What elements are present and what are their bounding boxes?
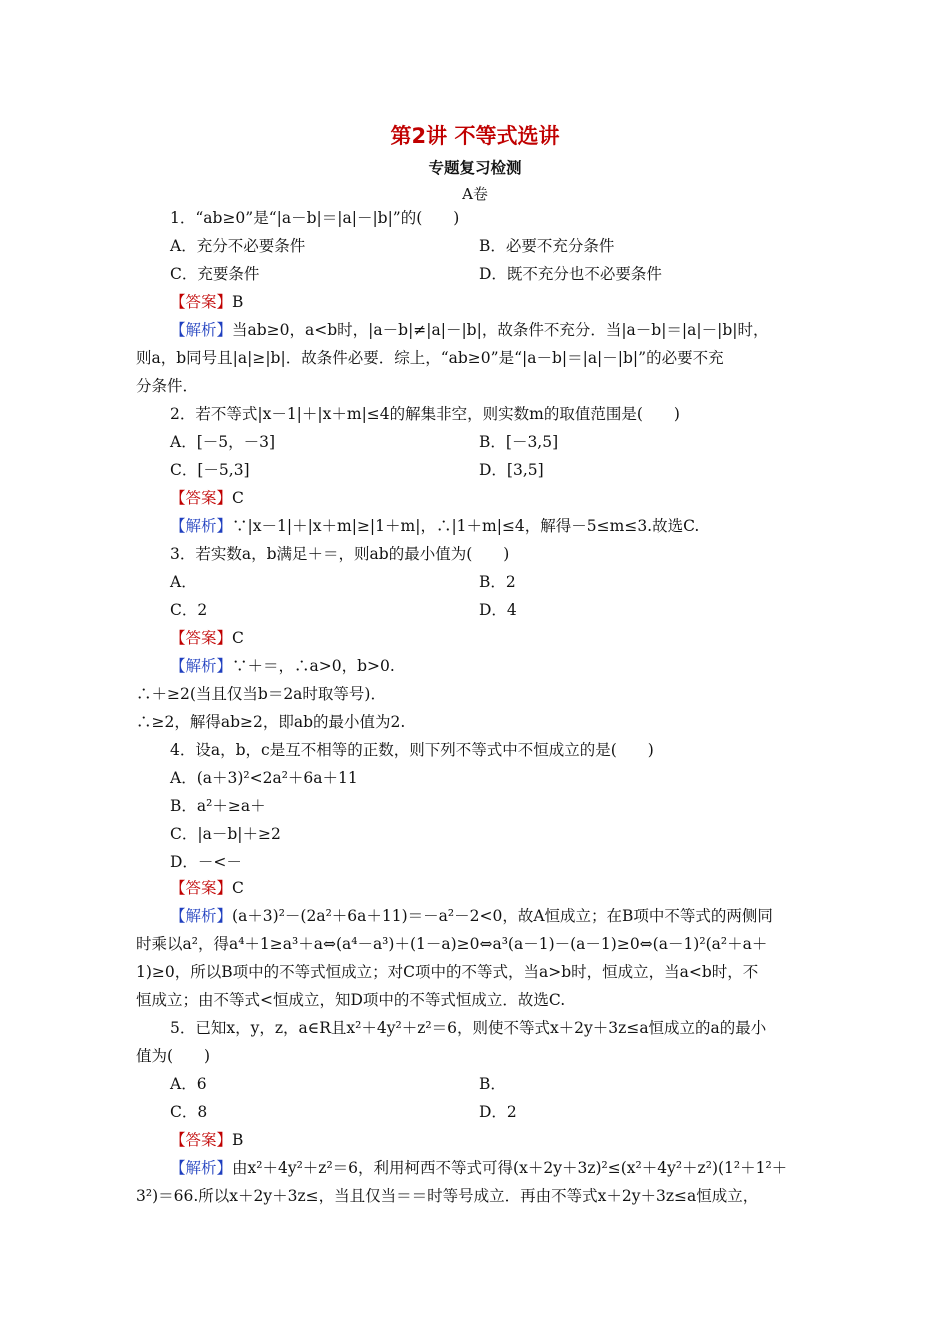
- q2-option-c: C．[－5,3]: [170, 461, 250, 479]
- q3-explanation-line-2: ∴＋≥2(当且仅当b＝2a时取等号)．: [136, 685, 386, 703]
- q3-option-b: B．2: [479, 573, 516, 591]
- answer-value: C: [232, 489, 244, 507]
- q3-explanation-line-3: ∴≥2，解得ab≥2，即ab的最小值为2.: [136, 713, 406, 731]
- q3-option-d: D．4: [479, 601, 517, 619]
- q2-stem: 2．若不等式|x－1|＋|x＋m|≤4的解集非空，则实数m的取值范围是( ): [170, 405, 680, 423]
- explain-text: ∵|x－1|＋|x＋m|≥|1＋m|，∴|1＋m|≤4，解得－5≤m≤3.故选C.: [232, 517, 700, 535]
- explain-label: 【解析】: [170, 657, 233, 675]
- q4-explanation-line-1: [170, 904, 773, 926]
- explain-text: 当ab≥0，a<b时，|a－b|≠|a|－|b|，故条件不充分．当|a－b|＝|a|－|b|时，: [232, 321, 769, 339]
- q2-explanation-line-1: [170, 514, 699, 536]
- q1-option-c: C．充要条件: [170, 265, 260, 283]
- q1-option-a: A．充分不必要条件: [170, 237, 306, 255]
- q5-stem-line-1: 5．已知x，y，z，a∈R且x²＋4y²＋z²＝6，则使不等式x＋2y＋3z≤a恒成立的a的最小: [170, 1019, 767, 1037]
- explain-label: 【解析】: [170, 517, 233, 535]
- answer-label: 【答案】: [170, 293, 233, 311]
- q4-option-c: C．|a－b|＋≥2: [170, 825, 281, 843]
- q3-explanation-line-1: [170, 654, 395, 676]
- q5-explanation-line-1: [170, 1156, 787, 1178]
- q4-answer: [170, 876, 244, 898]
- q5-option-d: D．2: [479, 1103, 517, 1121]
- q3-option-a: A．: [170, 573, 197, 591]
- answer-label: 【答案】: [170, 489, 233, 507]
- q4-explanation-line-2: 时乘以a²，得a⁴＋1≥a³＋a⇔(a⁴－a³)＋(1－a)≥0⇔a³(a－1)－(a－1)≥0⇔(a－1)²(a²＋a＋: [136, 935, 768, 953]
- q3-answer: [170, 626, 244, 648]
- q1-explanation-line-3: 分条件．: [136, 377, 199, 395]
- volume-label: A卷: [462, 185, 488, 203]
- page-title: 第2讲 不等式选讲: [390, 124, 560, 148]
- q1-explanation-line-2: 则a，b同号且|a|≥|b|．故条件必要．综上，“ab≥0”是“|a－b|＝|a|－|b|”的必要不充: [136, 349, 724, 367]
- q5-option-c: C．8: [170, 1103, 208, 1121]
- answer-value: B: [232, 293, 244, 311]
- q4-stem: 4．设a，b，c是互不相等的正数，则下列不等式中不恒成立的是( ): [170, 741, 654, 759]
- q2-option-d: D．[3,5]: [479, 461, 544, 479]
- q1-stem: 1．“ab≥0”是“|a－b|＝|a|－|b|”的( ): [170, 209, 460, 227]
- answer-value: C: [232, 879, 244, 897]
- explain-label: 【解析】: [170, 321, 233, 339]
- q1-option-b: B．必要不充分条件: [479, 237, 615, 255]
- answer-value: B: [232, 1131, 244, 1149]
- q5-answer: [170, 1128, 243, 1150]
- q2-option-b: B．[－3,5]: [479, 433, 559, 451]
- q4-explanation-line-4: 恒成立；由不等式<恒成立，知D项中的不等式恒成立．故选C.: [136, 991, 566, 1009]
- q5-option-a: A．6: [170, 1075, 207, 1093]
- q5-stem-line-2: 值为( ): [136, 1047, 211, 1065]
- answer-label: 【答案】: [170, 1131, 233, 1149]
- q4-explanation-line-3: 1)≥0，所以B项中的不等式恒成立；对C项中的不等式，当a>b时，恒成立，当a<b时，不: [136, 963, 759, 981]
- q1-answer: [170, 290, 243, 312]
- explain-label: 【解析】: [170, 1159, 233, 1177]
- page-subtitle: 专题复习检测: [428, 159, 522, 177]
- q5-option-b: B．: [479, 1075, 506, 1093]
- explain-text: ∵＋＝，∴a>0，b>0.: [232, 657, 395, 675]
- explain-text: (a＋3)²－(2a²＋6a＋11)＝－a²－2<0，故A恒成立；在B项中不等式的两侧同: [232, 907, 773, 925]
- q4-option-a: A．(a＋3)²<2a²＋6a＋11: [170, 769, 358, 787]
- explain-label: 【解析】: [170, 907, 233, 925]
- q2-answer: [170, 486, 244, 508]
- q4-option-b: B．a²＋≥a＋: [170, 797, 266, 815]
- q1-option-d: D．既不充分也不必要条件: [479, 265, 662, 283]
- q3-stem: 3．若实数a，b满足＋＝，则ab的最小值为( ): [170, 545, 510, 563]
- q4-option-d: D．－<－: [170, 853, 242, 871]
- answer-label: 【答案】: [170, 879, 233, 897]
- q3-option-c: C．2: [170, 601, 208, 619]
- answer-value: C: [232, 629, 244, 647]
- q2-option-a: A．[－5，－3]: [170, 433, 276, 451]
- q1-explanation-line-1: [170, 318, 769, 340]
- answer-label: 【答案】: [170, 629, 233, 647]
- q5-explanation-line-2: 3²)＝66.所以x＋2y＋3z≤，当且仅当＝＝时等号成立．再由不等式x＋2y＋3z≤a恒成立，: [136, 1187, 759, 1205]
- explain-text: 由x²＋4y²＋z²＝6，利用柯西不等式可得(x＋2y＋3z)²≤(x²＋4y²＋z²)(1²＋1²＋: [232, 1159, 788, 1177]
